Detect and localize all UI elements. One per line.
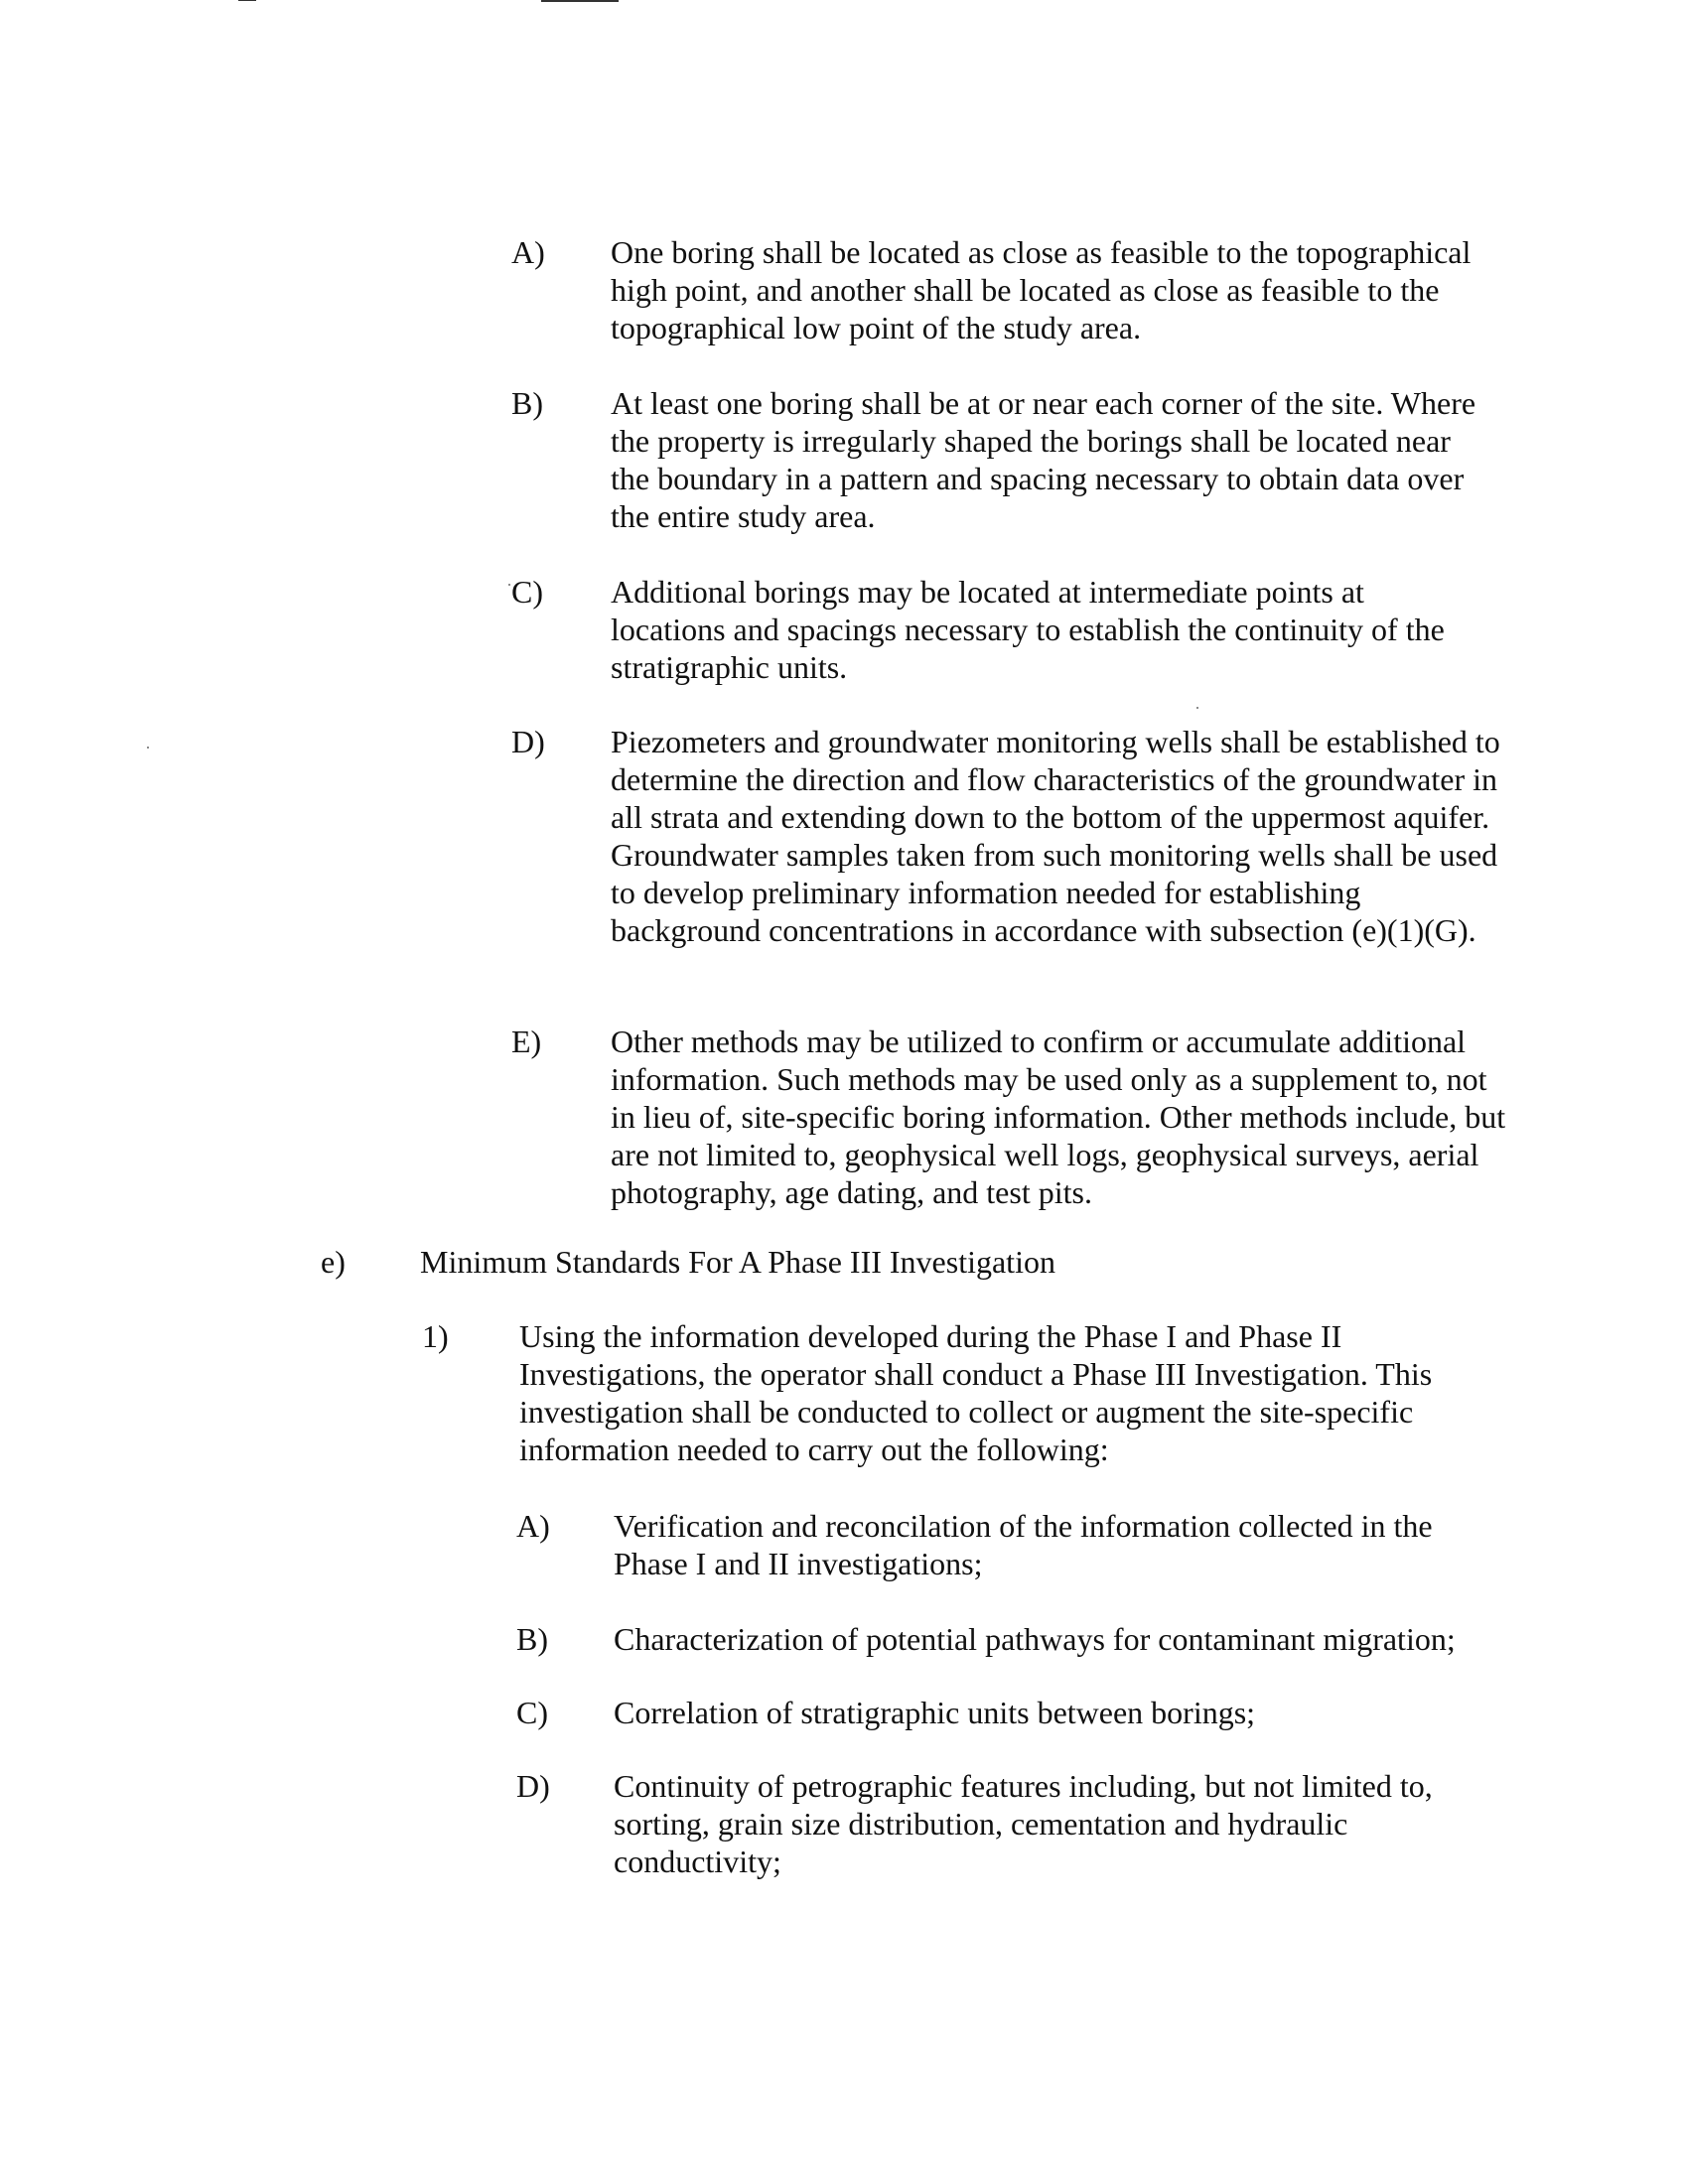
scan-artifact-line: [238, 0, 256, 1]
list-item-text: At least one boring shall be at or near each corner of the site. Where the property is irregularly shaped the borings shall be located near the boundary in a pattern and spacing necessary to obtain data over the entire study area.: [611, 385, 1476, 534]
scan-speck: [1196, 707, 1198, 709]
list-marker: D): [511, 724, 545, 759]
scan-speck: [508, 584, 510, 586]
list-marker: B): [516, 1621, 548, 1657]
list-marker: D): [516, 1768, 550, 1804]
list-item-text: Piezometers and groundwater monitoring wells shall be established to determine the direction and flow characteristics of the groundwater in all strata and extending down to the bottom of the uppermost aquifer. Groundwater samples taken from such monitoring wells shall be used to develop preliminary information needed for establishing background concentrations in accordance with subsection (e)(1)(G).: [611, 724, 1500, 948]
list-item-text: Other methods may be utilized to confirm or accumulate additional information. Such methods may be used only as a supplement to, not in lieu of, site-specific boring information. Other methods include, but are not limited to, geophysical well logs, geophysical surveys, aerial photography, age dating, and test pits.: [611, 1024, 1506, 1210]
section-marker: e): [321, 1244, 346, 1280]
subsection-marker: 1): [422, 1318, 449, 1354]
list-item-text: Characterization of potential pathways for contaminant migration;: [614, 1621, 1456, 1657]
list-marker: C): [516, 1695, 548, 1730]
list-item-text: Verification and reconcilation of the information collected in the Phase I and II investigations;: [614, 1508, 1433, 1581]
scan-artifact-line: [541, 0, 619, 2]
list-item-text: Additional borings may be located at intermediate points at locations and spacings necessary to establish the continuity of the stratigraphic units.: [611, 574, 1445, 685]
list-marker: A): [516, 1508, 550, 1544]
section-heading-text: Minimum Standards For A Phase III Investigation: [420, 1244, 1055, 1280]
list-item-text: Correlation of stratigraphic units between borings;: [614, 1695, 1256, 1730]
list-item-text: Continuity of petrographic features including, but not limited to, sorting, grain size distribution, cementation and hydraulic conductivity;: [614, 1768, 1433, 1879]
list-marker: B): [511, 385, 543, 421]
list-marker: E): [511, 1024, 542, 1059]
list-marker: A): [511, 234, 545, 270]
list-marker: C): [511, 574, 543, 610]
list-item-text: One boring shall be located as close as feasible to the topographical high point, and another shall be located as close as feasible to the topographical low point of the study area.: [611, 234, 1472, 345]
subsection-text: Using the information developed during the Phase I and Phase II Investigations, the operator shall conduct a Phase III Investigation. This investigation shall be conducted to collect or augment the site-specific information needed to carry out the following:: [519, 1318, 1433, 1467]
scan-speck: [147, 747, 149, 749]
